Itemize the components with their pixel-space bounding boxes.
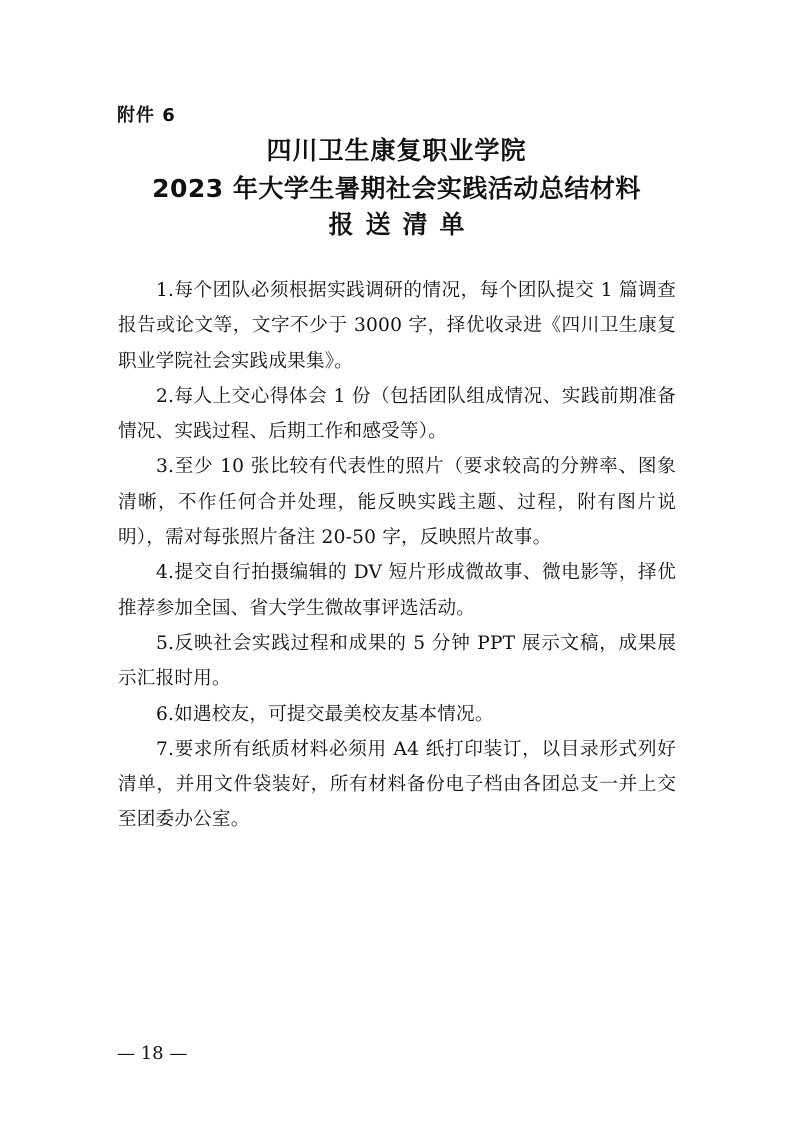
document-title-line-3: 报送清单 xyxy=(328,210,477,239)
page-number: — 18 — xyxy=(117,1043,188,1064)
requirement-item-3: 3.至少 10 张比较有代表性的照片（要求较高的分辨率、图象清晰，不作任何合并处理，能反映实践主题、过程，附有图片说明），需对每张照片备注 20-50 字，反映照片故事。 xyxy=(118,456,676,549)
requirement-item-2: 2.每人上交心得体会 1 份（包括团队组成情况、实践前期准备情况、实践过程、后期工作和感受等）。 xyxy=(118,385,676,443)
requirements-list xyxy=(118,273,676,838)
requirement-item-4: 4.提交自行拍摄编辑的 DV 短片形成微故事、微电影等，择优推荐参加全国、省大学生微故事评选活动。 xyxy=(118,562,676,619)
requirement-item-1: 1.每个团队必须根据实践调研的情况，每个团队提交 1 篇调查报告或论文等，文字不少于 3000 字，择优收录进《四川卫生康复职业学院社会实践成果集》。 xyxy=(118,280,676,372)
attachment-label: 附件 6 xyxy=(117,105,176,126)
requirement-item-7: 7.要求所有纸质材料必须用 A4 纸打印装订，以目录形式列好清单，并用文件袋装好，所有材料备份电子档由各团总支一并上交至团委办公室。 xyxy=(118,738,676,831)
document-title-line-2: 2023 年大学生暑期社会实践活动总结材料 xyxy=(152,174,641,203)
document-title-line-1: 四川卫生康复职业学院 xyxy=(266,136,527,165)
requirement-item-6: 6.如遇校友，可提交最美校友基本情况。 xyxy=(156,703,494,725)
requirement-item-5: 5.反映社会实践过程和成果的 5 分钟 PPT 展示文稿，成果展示汇报时用。 xyxy=(118,632,676,690)
